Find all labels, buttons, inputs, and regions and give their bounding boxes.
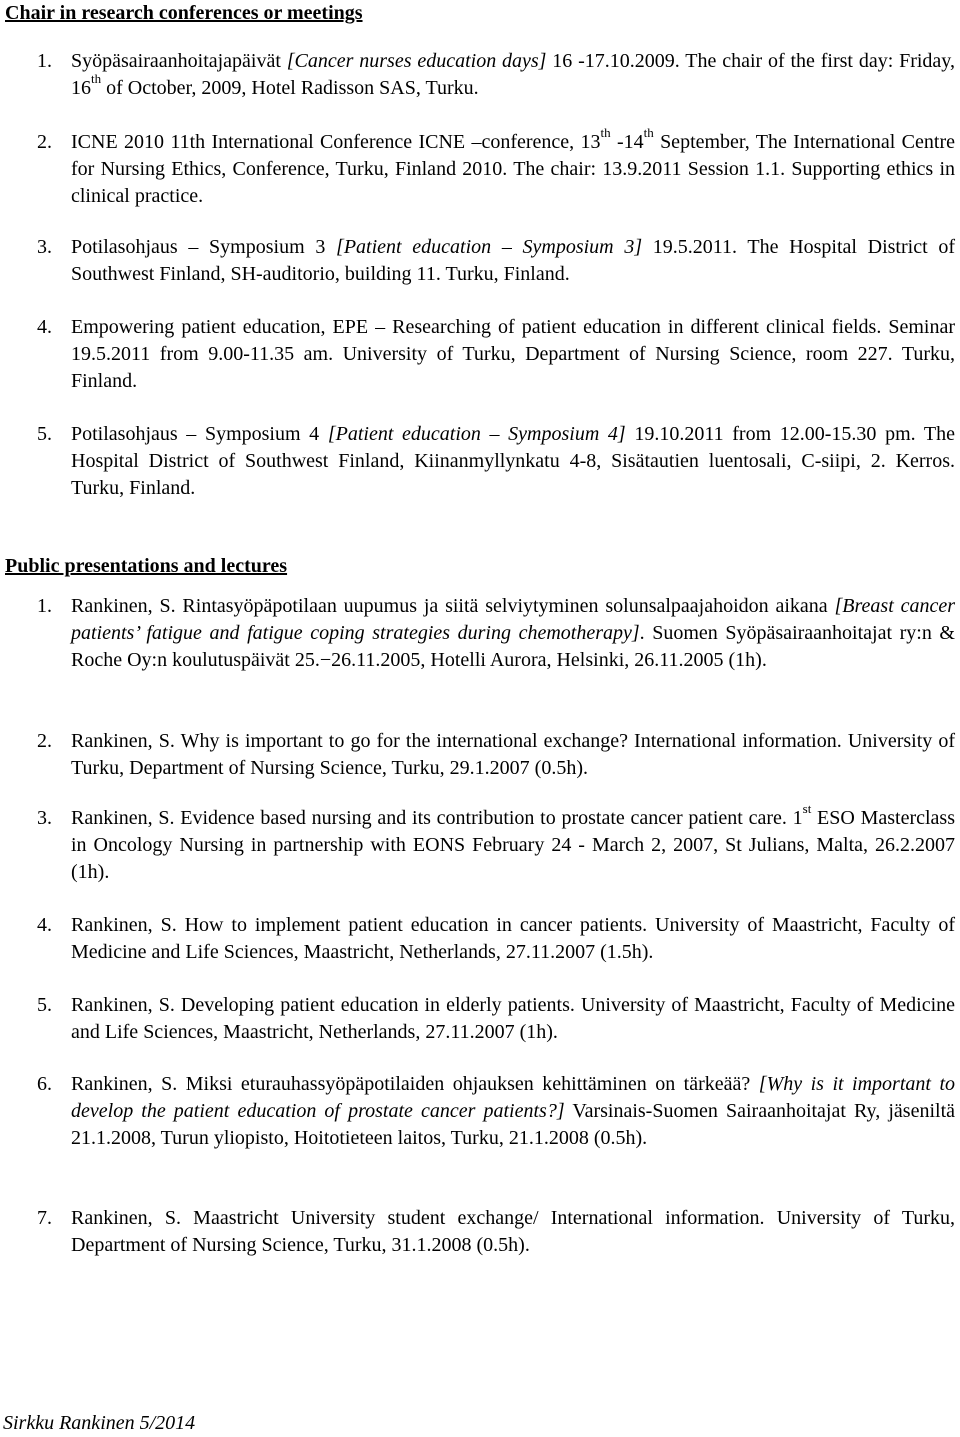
list-item xyxy=(37,421,955,502)
item-number: 4. xyxy=(37,914,52,936)
item-text: Rankinen, S. How to implement patient education in cancer patients. University of Maastricht, Faculty of Medicine and Life Sciences, Maastricht, Netherlands, 27.11.2007 (1.5h). xyxy=(71,914,955,963)
list-item xyxy=(37,912,955,966)
item-number: 4. xyxy=(37,316,52,338)
item-number: 3. xyxy=(37,236,52,258)
list-item xyxy=(37,1071,955,1152)
list-item xyxy=(37,1205,955,1259)
item-text: Potilasohjaus – Symposium 3 [Patient education – Symposium 3] 19.5.2011. The Hospital District of Southwest Finland, SH-auditorio, building 11. Turku, Finland. xyxy=(71,236,955,285)
list-item xyxy=(37,728,955,782)
list-item xyxy=(37,234,955,288)
item-text: Rankinen, S. Evidence based nursing and its contribution to prostate cancer patient care. 1st ESO Masterclass in Oncology Nursing in partnership with EONS February 24 - March 2, 2007, St Julians, Malta, 26.2.2007 (1h). xyxy=(71,801,955,883)
list-item xyxy=(37,314,955,395)
list-item xyxy=(37,48,955,102)
item-number: 2. xyxy=(37,131,52,153)
list-item xyxy=(37,125,955,210)
item-text: Rankinen, S. Why is important to go for the international exchange? International information. University of Turku, Department of Nursing Science, Turku, 29.1.2007 (0.5h). xyxy=(71,730,955,779)
item-number: 1. xyxy=(37,50,52,72)
section-heading-chair: Chair in research conferences or meetings xyxy=(5,2,363,24)
item-text: Potilasohjaus – Symposium 4 [Patient education – Symposium 4] 19.10.2011 from 12.00-15.30 pm. The Hospital District of Southwest Finland, Kiinanmyllynkatu 4-8, Sisätautien luentosali, C-siipi, 2. Kerros. Turku, Finland. xyxy=(71,423,955,499)
list-item xyxy=(37,992,955,1046)
item-text: Rankinen, S. Maastricht University student exchange/ International information. University of Turku, Department of Nursing Science, Turku, 31.1.2008 (0.5h). xyxy=(71,1207,955,1256)
item-text: Rankinen, S. Developing patient education in elderly patients. University of Maastricht, Faculty of Medicine and Life Sciences, Maastricht, Netherlands, 27.11.2007 (1h). xyxy=(71,994,955,1043)
item-text: Syöpäsairaanhoitajapäivät [Cancer nurses education days] 16 -17.10.2009. The chair of the first day: Friday, 16th of October, 2009, Hotel Radisson SAS, Turku. xyxy=(71,50,956,99)
item-number: 5. xyxy=(37,423,52,445)
section-heading-presentations: Public presentations and lectures xyxy=(5,555,288,577)
item-text: ICNE 2010 11th International Conference ICNE –conference, 13th -14th September, The International Centre for Nursing Ethics, Conference, Turku, Finland 2010. The chair: 13.9.2011 Session 1.1. Supporting ethics in clinical practice. xyxy=(71,125,955,207)
item-number: 3. xyxy=(37,807,52,829)
list-item xyxy=(37,801,955,886)
item-number: 6. xyxy=(37,1073,52,1095)
list-item xyxy=(37,593,955,674)
item-text: Rankinen, S. Miksi eturauhassyöpäpotilaiden ohjauksen kehittäminen on tärkeää? [Why is it important to develop the patient education of prostate cancer patients?] Varsinais-Suomen Sairaanhoitajat Ry, jäseniltä 21.1.2008, Turun yliopisto, Hoitotieteen laitos, Turku, 21.1.2008 (0.5h). xyxy=(71,1073,955,1149)
item-number: 5. xyxy=(37,994,52,1016)
page-footer: Sirkku Rankinen 5/2014 xyxy=(3,1412,196,1434)
item-text: Empowering patient education, EPE – Researching of patient education in different clinical fields. Seminar 19.5.2011 from 9.00-11.35 am. University of Turku, Department of Nursing Science, room 227. Turku, Finland. xyxy=(71,316,955,392)
item-number: 1. xyxy=(37,595,52,617)
item-text: Rankinen, S. Rintasyöpäpotilaan uupumus ja siitä selviytyminen solunsalpaajahoidon aikana [Breast cancer patients’ fatigue and fatigue coping strategies during chemotherapy]. Suomen Syöpäsairaanhoitajat ry:n & Roche Oy:n koulutuspäivät 25.−26.11.2005, Hotelli Aurora, Helsinki, 26.11.2005 (1h). xyxy=(71,595,955,671)
item-number: 2. xyxy=(37,730,52,752)
item-number: 7. xyxy=(37,1207,52,1229)
